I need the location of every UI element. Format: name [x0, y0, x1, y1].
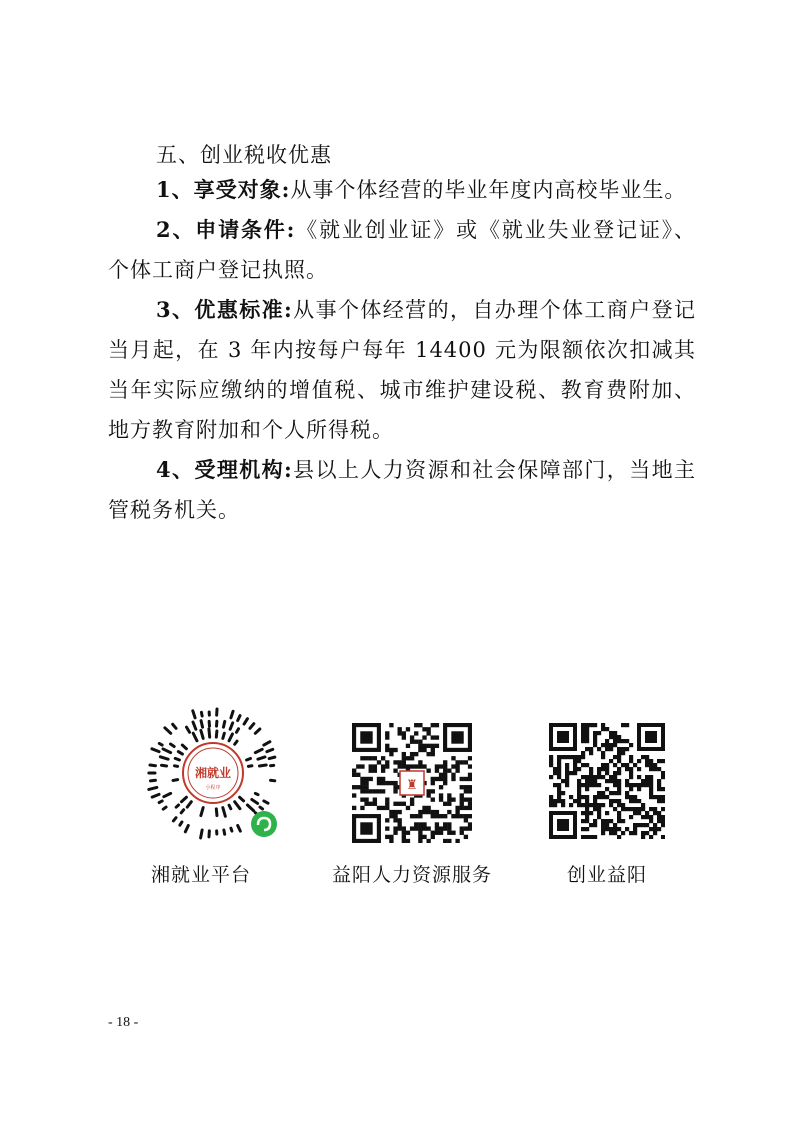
mini-program-code-icon [143, 703, 283, 843]
mini-program-logo-text: 湘就业 [194, 766, 232, 780]
document-body [108, 140, 696, 530]
qr-label-chuangye-yiyang: 创业益阳 [566, 864, 647, 886]
item-2-label: 2、申请条件: [156, 217, 296, 242]
item-1 [108, 170, 696, 210]
item-3-text: 从事个体经营的，自办理个体工商户登记当月起，在 3 年内按每户每年 14400 元为限额依次扣减其当年实际应缴纳的增值税、城市维护建设税、教育费附加、地方教育附加和个人所得税。 [108, 298, 696, 442]
qr-code-icon [352, 723, 472, 843]
item-2-text: 《就业创业证》或《就业失业登记证》、个体工商户登记执照。 [108, 218, 696, 282]
page-number: - 18 - [108, 1015, 139, 1030]
item-1-label: 1、享受对象: [156, 177, 291, 202]
svg-text:♜: ♜ [406, 778, 418, 793]
item-3-label: 3、优惠标准: [156, 297, 293, 322]
item-3 [108, 290, 696, 450]
qr-code-icon [549, 723, 665, 839]
section-heading: 五、创业税收优惠 [156, 143, 332, 167]
qr-label-xiang-jiuye: 湘就业平台 [150, 864, 251, 886]
qr-label-yiyang-hr: 益阳人力资源服务 [331, 864, 492, 886]
item-1-text: 从事个体经营的毕业年度内高校毕业生。 [290, 178, 687, 202]
item-4 [108, 450, 696, 530]
mini-program-logo-sub: 小程序 [205, 785, 221, 791]
item-4-text: 县以上人力资源和社会保障部门，当地主管税务机关。 [108, 458, 696, 522]
item-4-label: 4、受理机构: [156, 457, 293, 482]
item-2 [108, 210, 696, 290]
